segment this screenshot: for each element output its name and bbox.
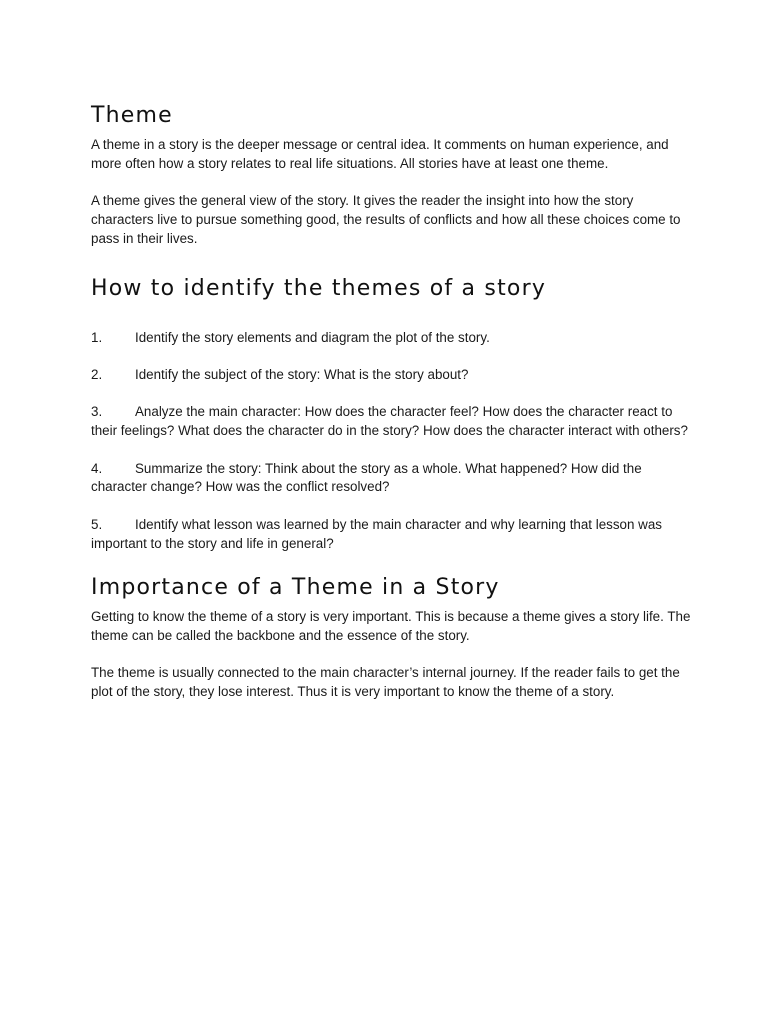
document-body [91, 100, 691, 702]
list-item-number: 3. [91, 404, 103, 420]
list-item [91, 403, 691, 441]
heading-theme: Theme [91, 103, 173, 128]
list-item-number: 1. [91, 329, 103, 345]
list-item-number: 5. [91, 516, 103, 532]
list-item-number: 4. [91, 460, 103, 476]
paragraph: A theme in a story is the deeper message or central idea. It comments on human experience, and more often how a story relates to real life situations. All stories have at least one theme. [91, 137, 669, 171]
paragraph: Getting to know the theme of a story is very important. This is because a theme gives a story life. The theme can be called the backbone and the essence of the story. [91, 608, 691, 643]
paragraph: A theme gives the general view of the story. It gives the reader the insight into how the story characters live to pursue something good, the results of conflicts and how all these choices come to pass in their lives. [91, 193, 681, 246]
list-item [91, 366, 691, 385]
list-item-text: Identify the story elements and diagram the plot of the story. [135, 329, 490, 345]
list-item-text: Identify what lesson was learned by the main character and why learning that lesson was important to the story and life in general? [91, 516, 662, 551]
heading-importance: Importance of a Theme in a Story [91, 574, 500, 600]
list-item-number: 2. [91, 366, 103, 382]
paragraph: The theme is usually connected to the main character’s internal journey. If the reader fails to get the plot of the story, they lose interest. Thus it is very important to know the theme of a story. [91, 665, 680, 699]
heading-how-to-identify: How to identify the themes of a story [91, 275, 547, 301]
list-item [91, 329, 691, 348]
list-item-text: Analyze the main character: How does the character feel? How does the character react to their feelings? What does the character do in the story? How does the character interact with others? [91, 404, 688, 439]
list-item [91, 460, 691, 498]
list-item [91, 516, 691, 554]
list-item-text: Identify the subject of the story: What is the story about? [135, 366, 469, 382]
numbered-list [91, 329, 691, 554]
list-item-text: Summarize the story: Think about the story as a whole. What happened? How did the character change? How was the conflict resolved? [91, 460, 642, 495]
